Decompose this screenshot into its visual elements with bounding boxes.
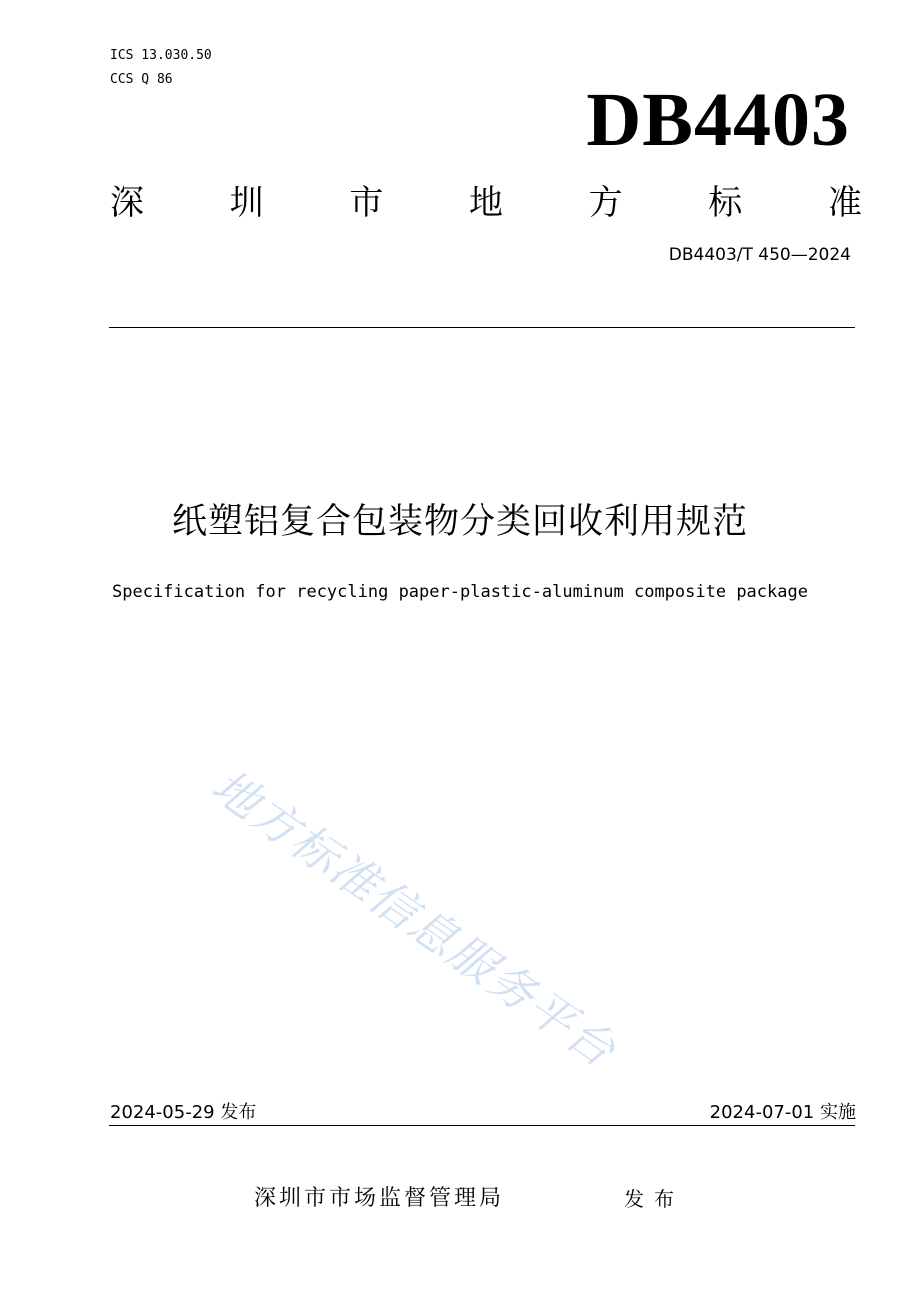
effective-date: 2024-07-01 实施 — [709, 1102, 856, 1123]
ccs-code: CCS Q 86 — [110, 72, 173, 87]
category-char: 标 — [708, 183, 743, 223]
title-english: Specification for recycling paper-plastic-aluminum composite package — [112, 582, 808, 602]
publisher-action: 发布 — [624, 1187, 684, 1211]
category-char: 深 — [110, 183, 144, 223]
publisher: 深圳市市场监督管理局 — [254, 1186, 505, 1211]
category-char: 方 — [588, 183, 623, 223]
standard-category — [110, 178, 862, 228]
watermark: 地方标准信息服务平台 — [202, 758, 627, 1078]
db-logo: DB4403 — [586, 78, 850, 162]
issue-date: 2024-05-29 发布 — [110, 1102, 257, 1123]
category-char: 准 — [827, 183, 862, 223]
category-char: 圳 — [229, 183, 264, 223]
category-char: 市 — [349, 183, 384, 223]
footer-divider — [109, 1125, 855, 1126]
ics-code: ICS 13.030.50 — [110, 48, 212, 63]
header-divider — [109, 327, 855, 328]
standard-number: DB4403/T 450—2024 — [668, 245, 851, 265]
title-chinese: 纸塑铝复合包装物分类回收利用规范 — [171, 502, 748, 542]
category-char: 地 — [468, 183, 503, 223]
